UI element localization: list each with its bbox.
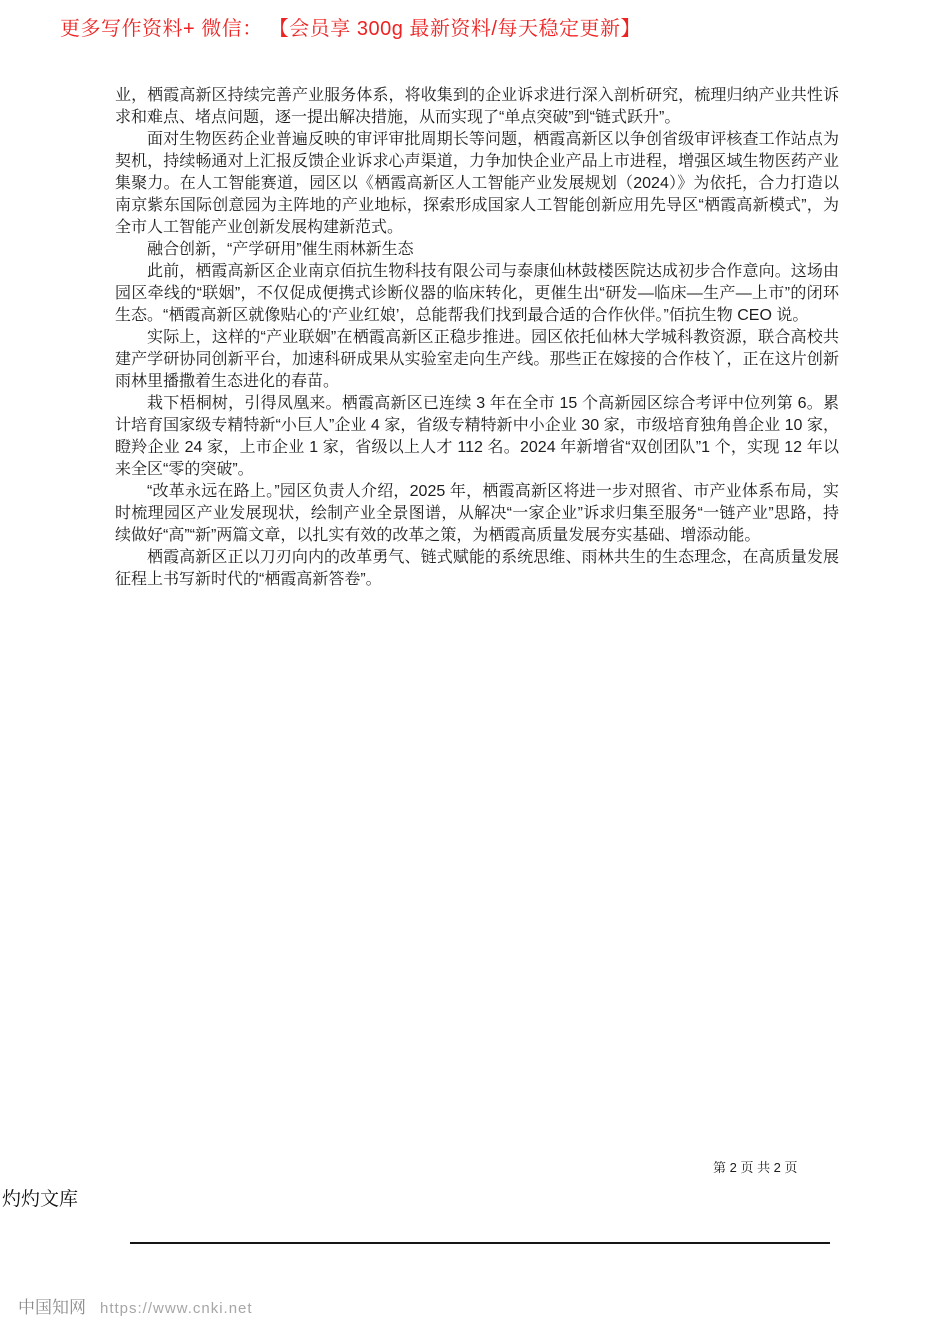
paragraph: 业，栖霞高新区持续完善产业服务体系，将收集到的企业诉求进行深入剖析研究，梳理归纳产业共性诉求和难点、堵点问题，逐一提出解决措施，从而实现了“单点突破”到“链式跃升”。 [115, 87, 839, 126]
library-watermark: 灼灼文库 [2, 1189, 79, 1210]
paragraph: 栖霞高新区正以刀刃向内的改革勇气、链式赋能的系统思维、雨林共生的生态理念，在高质量发展征程上书写新时代的“栖霞高新答卷”。 [115, 549, 839, 588]
promo-banner: 更多写作资料+ 微信： 【会员享 300g 最新资料/每天稳定更新】 [60, 18, 641, 40]
cnki-brand-label: 中国知网 [18, 1298, 86, 1317]
paragraph: 面对生物医药企业普遍反映的审评审批周期长等问题，栖霞高新区以争创省级审评核查工作站点为契机，持续畅通对上汇报反馈企业诉求心声渠道，力争加快企业产品上市进程，增强区域生物医药产业集聚力。在人工智能赛道，园区以《栖霞高新区人工智能产业发展规划（2024）》为依托，合力打造以南京紫东国际创意园为主阵地的产业地标，探索形成国家人工智能创新应用先导区“栖霞高新模式”，为全市人工智能产业创新发展构建新范式。 [115, 131, 839, 236]
paragraph: “改革永远在路上。”园区负责人介绍，2025 年，栖霞高新区将进一步对照省、市产业体系布局，实时梳理园区产业发展现状，绘制产业全景图谱，从解决“一家企业”诉求归集至服务“一链产业”思路，持续做好“高”“新”两篇文章，以扎实有效的改革之策，为栖霞高质量发展夯实基础、增添动能。 [115, 483, 839, 544]
cnki-watermark [18, 1293, 253, 1318]
paragraph: 此前，栖霞高新区企业南京佰抗生物科技有限公司与泰康仙林鼓楼医院达成初步合作意向。这场由园区牵线的“联姻”，不仅促成便携式诊断仪器的临床转化，更催生出“研发—临床—生产—上市”的闭环生态。“栖霞高新区就像贴心的‘产业红娘’，总能帮我们找到最合适的合作伙伴。”佰抗生物 CEO 说。 [115, 263, 839, 324]
page-number: 第 2 页 共 2 页 [713, 1160, 798, 1175]
paragraph: 栽下梧桐树，引得凤凰来。栖霞高新区已连续 3 年在全市 15 个高新园区综合考评中位列第 6。累计培育国家级专精特新“小巨人”企业 4 家，省级专精特新中小企业 30 家，市级培育独角兽企业 10 家，瞪羚企业 24 家，上市企业 1 家，省级以上人才 112 名。2024 年新增省“双创团队”1 个，实现 12 年以来全区“零的突破”。 [115, 395, 839, 478]
paragraph: 融合创新，“产学研用”催生雨林新生态 [147, 241, 414, 258]
cnki-url-text: https://www.cnki.net [100, 1300, 253, 1317]
paragraph: 实际上，这样的“产业联姻”在栖霞高新区正稳步推进。园区依托仙林大学城科教资源，联合高校共建产学研协同创新平台，加速科研成果从实验室走向生产线。那些正在嫁接的合作枝丫，正在这片创新雨林里播撒着生态进化的春苗。 [115, 329, 839, 390]
document-body [115, 85, 839, 591]
footer-divider [130, 1242, 830, 1244]
